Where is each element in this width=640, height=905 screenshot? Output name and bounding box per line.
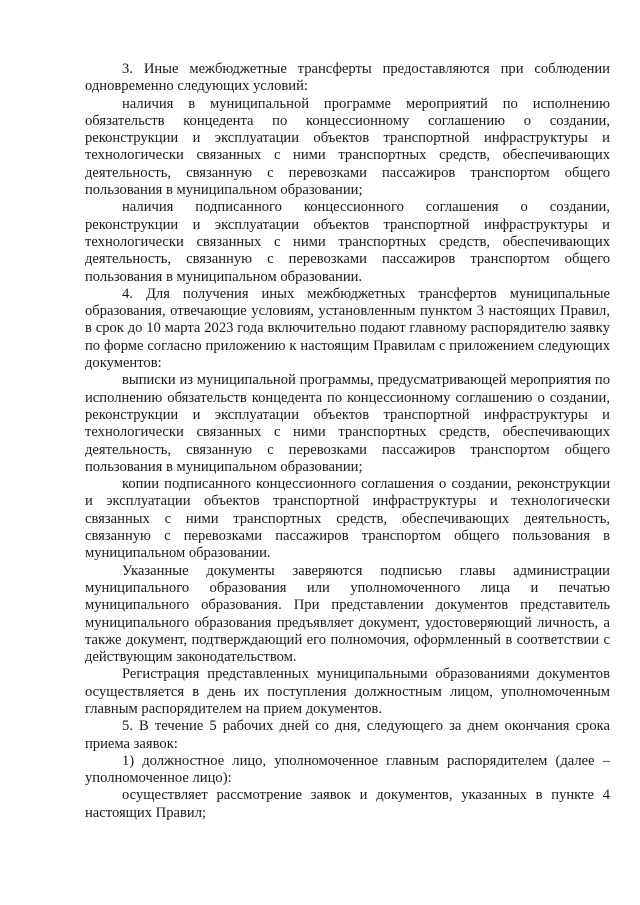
- paragraph-condition-program: наличия в муниципальной программе мероприятий по исполнению обязательств концедента по концессионному соглашению о создании, реконструкции и эксплуатации объектов транспортной инфраструктуры и технологически связанных с ними транспортных средств, обеспечивающих деятельность, связанную с перевозками пассажиров транспортом общего пользования в муниципальном образовании;: [85, 95, 610, 199]
- paragraph-item-1: 1) должностное лицо, уполномоченное главным распорядителем (далее – уполномоченное лицо):: [85, 752, 610, 787]
- paragraph-review: осуществляет рассмотрение заявок и документов, указанных в пункте 4 настоящих Правил;: [85, 787, 610, 821]
- paragraph-clause-4: 4. Для получения иных межбюджетных трансфертов муниципальные образования, отвечающие условиям, установленным пунктом 3 настоящих Правил, в срок до 10 марта 2023 года включительно подают главному распорядителю заявку по форме согласно приложению к настоящим Правилам с приложением следующих документов:: [85, 285, 610, 372]
- paragraph-clause-3: 3. Иные межбюджетные трансферты предоставляются при соблюдении одновременно следующих условий:: [85, 61, 610, 95]
- paragraph-doc-program-extract: выписки из муниципальной программы, предусматривающей мероприятия по исполнению обязательств концедента по концессионному соглашению о создании, реконструкции и эксплуатации объектов транспортной инфраструктуры и технологически связанных с ними транспортных средств, обеспечивающих деятельность, связанную с перевозками пассажиров транспортом общего пользования в муниципальном образовании;: [85, 372, 610, 475]
- paragraph-registration: Регистрация представленных муниципальными образованиями документов осуществляется в день их поступления должностным лицом, уполномоченным главным распорядителем на прием документов.: [85, 666, 610, 717]
- paragraph-certification: Указанные документы заверяются подписью главы администрации муниципального образования или уполномоченного лица и печатью муниципального образования. При представлении документов представитель муниципального образования предъявляет документ, удостоверяющий личность, а также документ, подтверждающий его полномочия, оформленный в соответствии с действующим законодательством.: [85, 562, 610, 666]
- paragraph-doc-agreement-copy: копии подписанного концессионного соглашения о создании, реконструкции и эксплуатации объектов транспортной инфраструктуры и технологически связанных с ними транспортных средств, обеспечивающих деятельность, связанную с перевозками пассажиров транспортом общего пользования в муниципальном образовании.: [85, 476, 610, 562]
- paragraph-condition-agreement: наличия подписанного концессионного соглашения о создании, реконструкции и эксплуатации объектов транспортной инфраструктуры и технологически связанных с ними транспортных средств, обеспечивающих деятельность, связанную с перевозками пассажиров транспортом общего пользования в муниципальном образовании.: [85, 199, 610, 285]
- document-body: [85, 61, 610, 822]
- paragraph-clause-5: 5. В течение 5 рабочих дней со дня, следующего за днем окончания срока приема заявок:: [85, 718, 610, 752]
